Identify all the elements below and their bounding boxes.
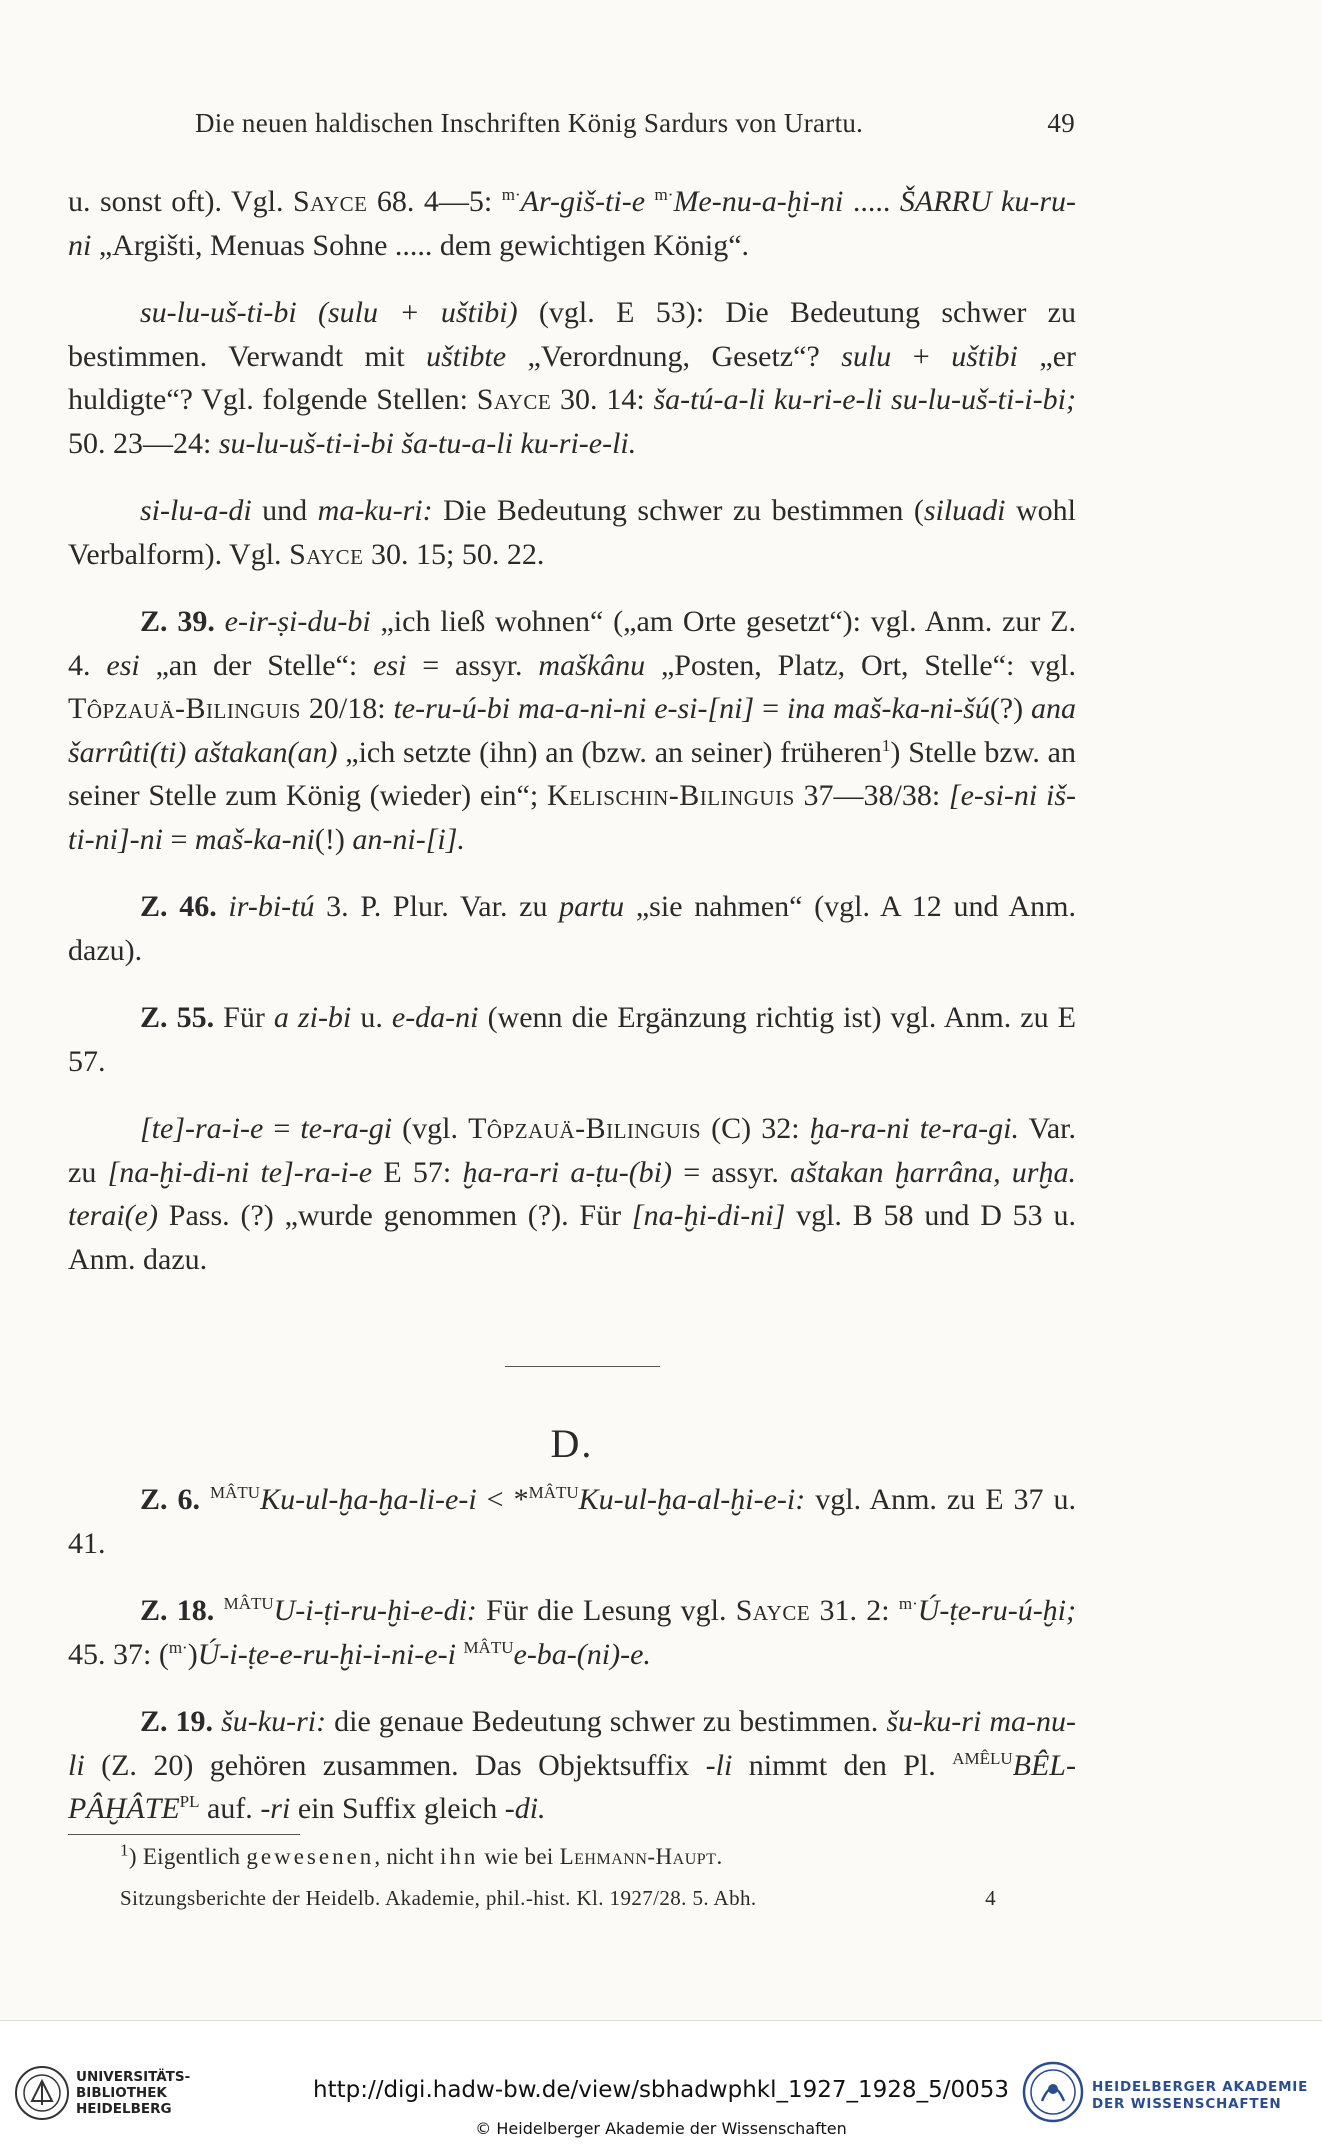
academy-name: HEIDELBERGER AKADEMIE DER WISSENSCHAFTEN	[1092, 2079, 1309, 2112]
text-run: vgl. Anm. zu E 37 u. 41.	[68, 1483, 1077, 1560]
text-run: Ku-ul-ḫa-ḫa-li-e-i	[260, 1483, 477, 1516]
footnote-rule	[68, 1834, 300, 1835]
header-title: Die neuen haldischen Inschriften König Sardurs von Urartu.	[195, 108, 864, 138]
text-run: „ich setzte (ihn) an (bzw. an seiner) früheren	[337, 735, 882, 769]
paragraph	[68, 885, 1076, 972]
text-run: ma-ku-ri:	[317, 494, 433, 527]
text-run: „Posten, Platz, Ort, Stelle“: vgl.	[645, 648, 1077, 682]
text-run: Ar-giš-ti-e	[520, 185, 646, 218]
text-run: aštakan ḫarrâna, urḫa. terai(e)	[68, 1155, 1076, 1232]
text-run: MÂTU	[210, 1483, 261, 1502]
text-run: Die Bedeutung schwer zu bestimmen (	[432, 494, 924, 527]
text-run: Z. 39.	[140, 605, 215, 638]
text-run: „an der Stelle“:	[139, 648, 374, 682]
signature-number: 4	[985, 1886, 996, 1910]
text-run: gewesenen	[246, 1844, 375, 1869]
text-run: ku-ru-ni	[68, 185, 1077, 262]
paragraph	[68, 291, 1076, 465]
text-run: = assyr.	[406, 648, 539, 682]
text-run: su-lu-uš-ti-i-bi ša-tu-a-li ku-ri-e-li.	[218, 426, 637, 460]
text-run: (wenn die Ergänzung richtig ist) vgl. Anm. zu E 57.	[68, 1001, 1076, 1078]
text-run: [e-si-ni iš-ti-ni]-ni	[68, 779, 1076, 856]
text-run: Sayce	[735, 1594, 811, 1627]
text-run: partu	[559, 890, 625, 923]
text-run: (!)	[314, 822, 353, 856]
text-run: esi	[106, 648, 140, 682]
text-run: E 57:	[372, 1155, 463, 1189]
text-run: (?)	[989, 692, 1032, 725]
text-run: m·	[898, 1594, 918, 1613]
text-run: Pass. (?) „wurde genommen (?). Für	[157, 1199, 632, 1232]
text-run: ana šarrûti(ti) aštakan(an)	[68, 692, 1077, 769]
text-run: < *	[476, 1483, 529, 1516]
section-heading: D.	[550, 1421, 594, 1466]
text-run	[215, 605, 225, 638]
text-run: 1	[120, 1840, 129, 1860]
section-text	[68, 1478, 1076, 1855]
text-run: 45. 37: (	[68, 1637, 169, 1671]
text-run: uštibte	[426, 339, 507, 373]
text-run: Ú-i-ṭe-e-ru-ḫi-i-ni-e-i	[197, 1637, 456, 1671]
text-run: ina maš-ka-ni-šú	[786, 692, 990, 725]
text-run: (C) 32:	[701, 1112, 810, 1145]
text-run	[214, 1594, 223, 1627]
text-run: Z. 19.	[140, 1705, 214, 1738]
text-run: =	[163, 822, 195, 856]
text-run: Var. zu	[68, 1112, 1077, 1189]
text-run: šu-ku-ri:	[221, 1705, 327, 1738]
text-run: Tôpzauä-Bilinguis	[468, 1112, 702, 1145]
text-run: =	[263, 1112, 301, 1145]
text-run: -li	[705, 1748, 733, 1782]
text-run: ḫa-ra-ri a-ṭu-(bi)	[462, 1155, 673, 1189]
page-number: 49	[1047, 108, 1075, 138]
academy-seal-icon	[1022, 2061, 1084, 2123]
text-run: Kelischin-Bilinguis	[546, 779, 795, 812]
library-name: UNIVERSITÄTS- BIBLIOTHEK HEIDELBERG	[76, 2069, 191, 2117]
main-text	[68, 180, 1076, 1305]
paragraph	[68, 996, 1076, 1083]
text-run: [te]-ra-i-e	[140, 1112, 264, 1145]
text-run: maš-ka-ni	[194, 822, 315, 856]
text-run: (Z. 20) gehören zusammen. Das Objektsuffix	[84, 1748, 706, 1782]
text-run: die genaue Bedeutung schwer zu bestimmen.	[326, 1705, 887, 1738]
text-run: te-ra-gi	[300, 1112, 393, 1145]
text-run: ḫa-ra-ni te-ra-gi.	[809, 1112, 1019, 1145]
text-run: MÂTU	[463, 1637, 514, 1657]
text-run: Für die Lesung vgl.	[476, 1594, 736, 1627]
text-run: 20/18:	[300, 692, 394, 725]
text-run: uštibi	[951, 339, 1018, 373]
text-run: -ri	[260, 1792, 291, 1825]
text-run: ša-tú-a-li ku-ri-e-li su-lu-uš-ti-i-bi;	[653, 383, 1076, 416]
text-run: 37—38/38:	[794, 779, 949, 812]
text-run: „Verordnung, Gesetz“?	[506, 339, 842, 373]
text-run: ir-bi-tú	[228, 890, 315, 923]
text-run: Z. 6.	[140, 1483, 200, 1516]
text-run: MÂTU	[223, 1594, 274, 1613]
running-header	[195, 108, 1075, 148]
text-run: 30. 14:	[551, 383, 654, 416]
text-run: Tôpzauä-Bilinguis	[68, 692, 301, 725]
text-run: wohl Verbalform). Vgl.	[68, 494, 1077, 571]
text-run: und	[251, 494, 318, 527]
signature-line	[120, 1886, 996, 1911]
copyright-notice: © Heidelberger Akademie der Wissenschaften	[475, 2119, 847, 2138]
text-run: si-lu-a-di	[140, 494, 252, 527]
paragraph	[68, 180, 1076, 267]
text-run: 68. 4—5:	[367, 185, 502, 218]
text-run	[645, 185, 655, 218]
text-run: BÊL-PÂḪÂTE	[68, 1748, 1076, 1825]
text-run: =	[754, 692, 787, 725]
text-run: = assyr.	[672, 1155, 791, 1189]
text-run: „sie nahmen“ (vgl. A 12 und Anm. dazu).	[68, 890, 1077, 967]
text-run: Sayce	[476, 383, 552, 416]
text-run: ) Stelle bzw. an seiner Stelle zum König (wieder) ein“;	[68, 735, 1076, 812]
text-run: siluadi	[923, 494, 1006, 527]
text-run: [na-ḫi-di-ni te]-ra-i-e	[107, 1155, 373, 1189]
text-run: -di.	[504, 1792, 546, 1825]
text-run: wie bei	[478, 1844, 560, 1869]
text-run	[213, 1705, 221, 1738]
text-run: nimmt den Pl.	[732, 1748, 953, 1782]
permalink-url[interactable]: http://digi.hadw-bw.de/view/sbhadwphkl_1927_1928_5/0053	[313, 2077, 1009, 2103]
paragraph	[68, 489, 1076, 576]
footnote	[120, 1840, 723, 1870]
text-run: .....	[843, 185, 900, 218]
text-run: e-da-ni	[391, 1001, 479, 1034]
text-run: (vgl. E 53): Die Bedeutung schwer zu bestimmen. Verwandt mit	[68, 296, 1076, 373]
text-run: „Argišti, Menuas Sohne ..... dem gewichtigen König“.	[91, 228, 750, 262]
text-run: [na-ḫi-di-ni]	[631, 1199, 786, 1232]
paragraph	[68, 1700, 1076, 1831]
text-run: Ku-ul-ḫa-al-ḫi-e-i:	[578, 1483, 806, 1516]
paragraph	[68, 1107, 1076, 1281]
text-run: esi	[373, 648, 407, 682]
text-run: PL	[179, 1792, 200, 1811]
signature-text: Sitzungsberichte der Heidelb. Akademie, phil.-hist. Kl. 1927/28. 5. Abh.	[120, 1886, 757, 1910]
text-run: 50. 23—24:	[68, 426, 219, 460]
text-run: Ú-ṭe-ru-ú-ḫi;	[917, 1594, 1077, 1627]
text-run	[217, 890, 229, 923]
text-run: m·	[168, 1637, 188, 1657]
text-run: Sayce	[292, 185, 368, 218]
text-run: m·	[654, 185, 674, 204]
text-run: ein Suffix gleich	[290, 1792, 505, 1825]
text-run: MÂTU	[528, 1483, 579, 1502]
text-run: 3. P. Plur. Var. zu	[314, 890, 560, 923]
text-run: Me-nu-a-ḫi-ni	[673, 185, 844, 218]
text-run: Für	[214, 1001, 274, 1034]
section-divider	[505, 1366, 660, 1367]
text-run: ihn	[439, 1844, 479, 1869]
text-run: ) Eigentlich	[128, 1844, 247, 1869]
paragraph	[68, 1478, 1076, 1565]
text-run: „ich ließ wohnen“ („am Orte gesetzt“): vgl. Anm. zur Z. 4.	[68, 605, 1076, 682]
text-run: m·	[501, 185, 521, 204]
text-run: e-ba-(ni)-e.	[513, 1637, 651, 1671]
text-run: Lehmann-Haupt	[559, 1844, 717, 1869]
text-run: maškânu	[538, 648, 646, 682]
text-run: .	[716, 1844, 723, 1869]
text-run: )	[187, 1637, 198, 1671]
text-run: u.	[351, 1001, 392, 1034]
text-run: Z. 55.	[140, 1001, 215, 1034]
text-run: sulu	[841, 339, 892, 373]
text-run: ŠARRU	[899, 185, 992, 218]
text-run: 31. 2:	[810, 1594, 899, 1627]
text-run	[200, 1483, 210, 1516]
paragraph	[68, 1589, 1076, 1676]
paragraph	[68, 600, 1076, 861]
text-run: e-ir-ṣi-du-bi	[224, 605, 371, 638]
text-run: (vgl.	[392, 1112, 469, 1145]
text-run: u. sonst oft). Vgl.	[68, 185, 293, 218]
text-run: šu-ku-ri ma-nu-li	[68, 1705, 1076, 1782]
text-run: , nicht	[374, 1844, 440, 1869]
text-run: te-ru-ú-bi ma-a-ni-ni e-si-[ni]	[393, 692, 755, 725]
text-run: su-lu-uš-ti-bi (sulu + uštibi)	[140, 296, 518, 329]
text-run: AMÊLU	[952, 1748, 1013, 1768]
text-run: Sayce	[289, 537, 364, 571]
text-run: +	[891, 339, 952, 373]
text-run: „er huldigte“? Vgl. folgende Stellen:	[68, 339, 1077, 416]
viewer-footer	[0, 2020, 1322, 2152]
text-run: vgl. B 58 und D 53 u. Anm. dazu.	[68, 1199, 1077, 1276]
text-run: auf.	[199, 1792, 261, 1825]
text-run: Z. 18.	[140, 1594, 215, 1627]
text-run	[992, 185, 1002, 218]
text-run: 1	[881, 735, 891, 755]
text-run: an-ni-[i].	[352, 822, 465, 856]
text-run: 30. 15; 50. 22.	[363, 537, 545, 571]
text-run: a zi-bi	[273, 1001, 352, 1034]
text-run: U-i-ṭi-ru-ḫi-e-di:	[273, 1594, 477, 1627]
text-run: Z. 46.	[140, 890, 217, 923]
